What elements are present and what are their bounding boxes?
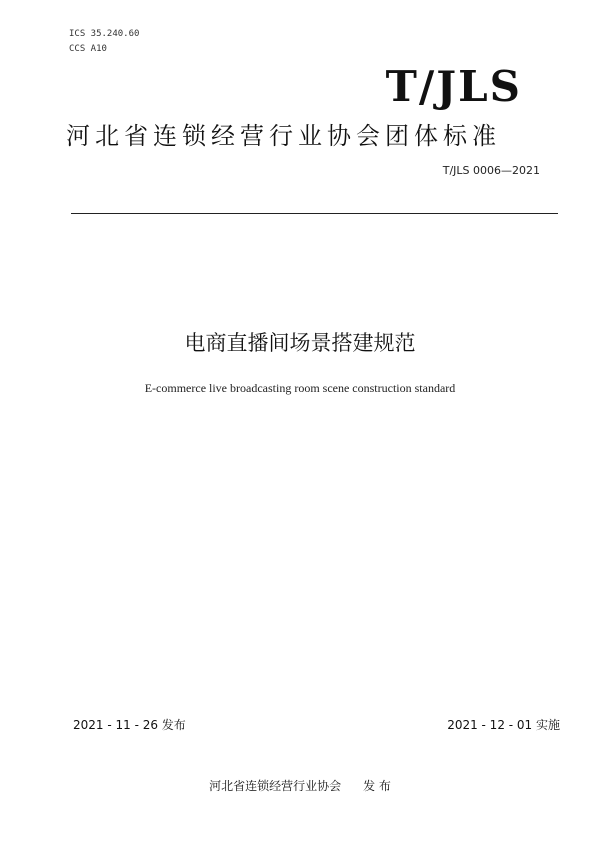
standard-series-code: T/JLS [385,62,522,111]
ccs-code: CCS A10 [69,44,107,54]
ics-code: ICS 35.240.60 [69,29,140,39]
header-divider [71,213,558,214]
document-title-english: E-commerce live broadcasting room scene construction standard [144,381,456,395]
document-title-chinese: 电商直播间场景搭建规范 [184,331,416,355]
publisher-line [0,777,600,794]
publish-action: 发 布 [363,779,391,793]
publisher-name: 河北省连锁经营行业协会 [209,779,342,793]
standard-number: T/JLS 0006—2021 [442,164,540,177]
organization-standard-title: 河北省连锁经营行业协会团体标准 [66,122,501,150]
issue-date: 2021 - 11 - 26 发布 [73,718,186,732]
implementation-date: 2021 - 12 - 01 实施 [447,718,560,732]
